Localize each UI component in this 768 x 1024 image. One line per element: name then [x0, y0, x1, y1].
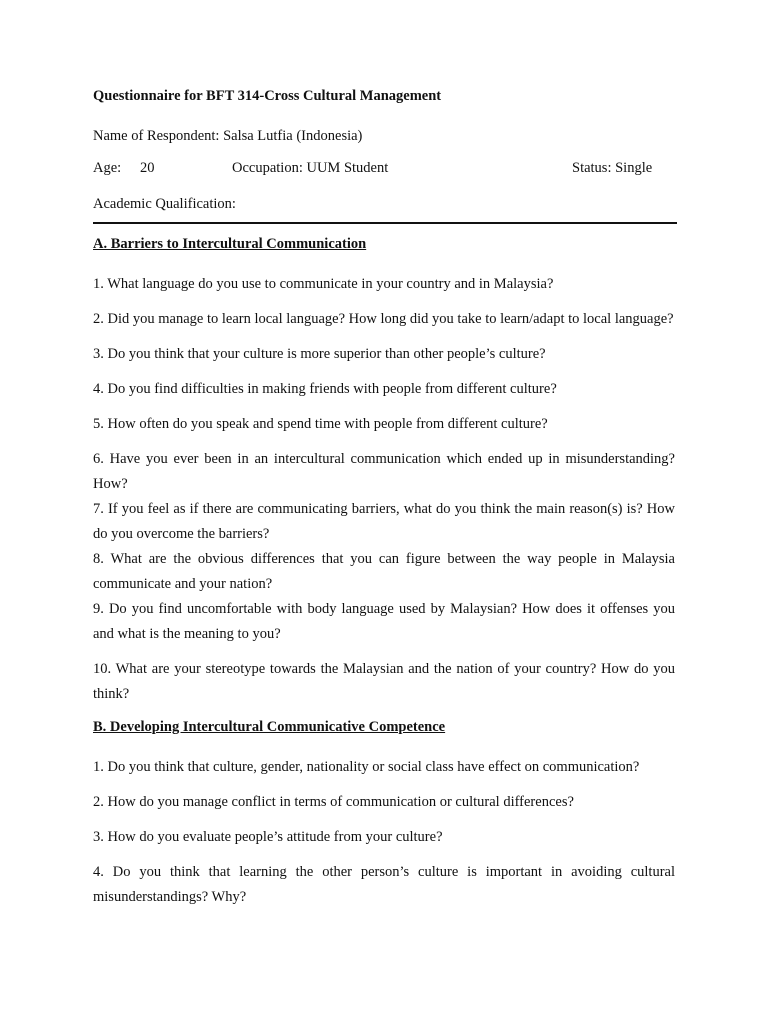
- age-label: Age:: [93, 160, 122, 176]
- question-b2: 2. How do you manage conflict in terms of communication or cultural differences?: [93, 794, 574, 810]
- question-a7: 7. If you feel as if there are communicating barriers, what do you think the main reason(s) is? How do you overcome the barriers?: [93, 501, 675, 542]
- header-divider: [93, 222, 677, 224]
- status-field: Status: Single: [572, 160, 653, 176]
- section-b-heading: B. Developing Intercultural Communicative Competence: [93, 719, 446, 735]
- question-a8: 8. What are the obvious differences that you can figure between the way people in Malaysia communicate and your nation?: [93, 551, 675, 592]
- occupation-field: Occupation: UUM Student: [232, 160, 389, 176]
- questionnaire-page: [93, 86, 675, 920]
- question-a5: 5. How often do you speak and spend time with people from different culture?: [93, 416, 548, 432]
- question-b3: 3. How do you evaluate people’s attitude from your culture?: [93, 829, 443, 845]
- question-a10: 10. What are your stereotype towards the Malaysian and the nation of your country? How do you think?: [93, 661, 675, 702]
- question-a4: 4. Do you find difficulties in making friends with people from different culture?: [93, 381, 557, 397]
- academic-qualification: Academic Qualification:: [93, 196, 236, 212]
- age-value: 20: [140, 160, 155, 176]
- question-a6: 6. Have you ever been in an intercultural communication which ended up in misunderstanding? How?: [93, 451, 675, 492]
- question-b4: 4. Do you think that learning the other person’s culture is important in avoiding cultural misunderstandings? Why?: [93, 864, 675, 905]
- respondent-info-row: [93, 160, 675, 180]
- section-a-heading: A. Barriers to Intercultural Communication: [93, 236, 367, 252]
- question-a1: 1. What language do you use to communicate in your country and in Malaysia?: [93, 276, 554, 292]
- question-a2: 2. Did you manage to learn local language? How long did you take to learn/adapt to local language?: [93, 311, 674, 327]
- question-b1: 1. Do you think that culture, gender, nationality or social class have effect on communication?: [93, 759, 640, 775]
- respondent-name: Name of Respondent: Salsa Lutfia (Indonesia): [93, 128, 363, 144]
- question-a9: 9. Do you find uncomfortable with body language used by Malaysian? How does it offenses you and what is the meaning to you?: [93, 601, 675, 642]
- question-a3: 3. Do you think that your culture is more superior than other people’s culture?: [93, 346, 546, 362]
- document-title: Questionnaire for BFT 314-Cross Cultural Management: [93, 88, 442, 104]
